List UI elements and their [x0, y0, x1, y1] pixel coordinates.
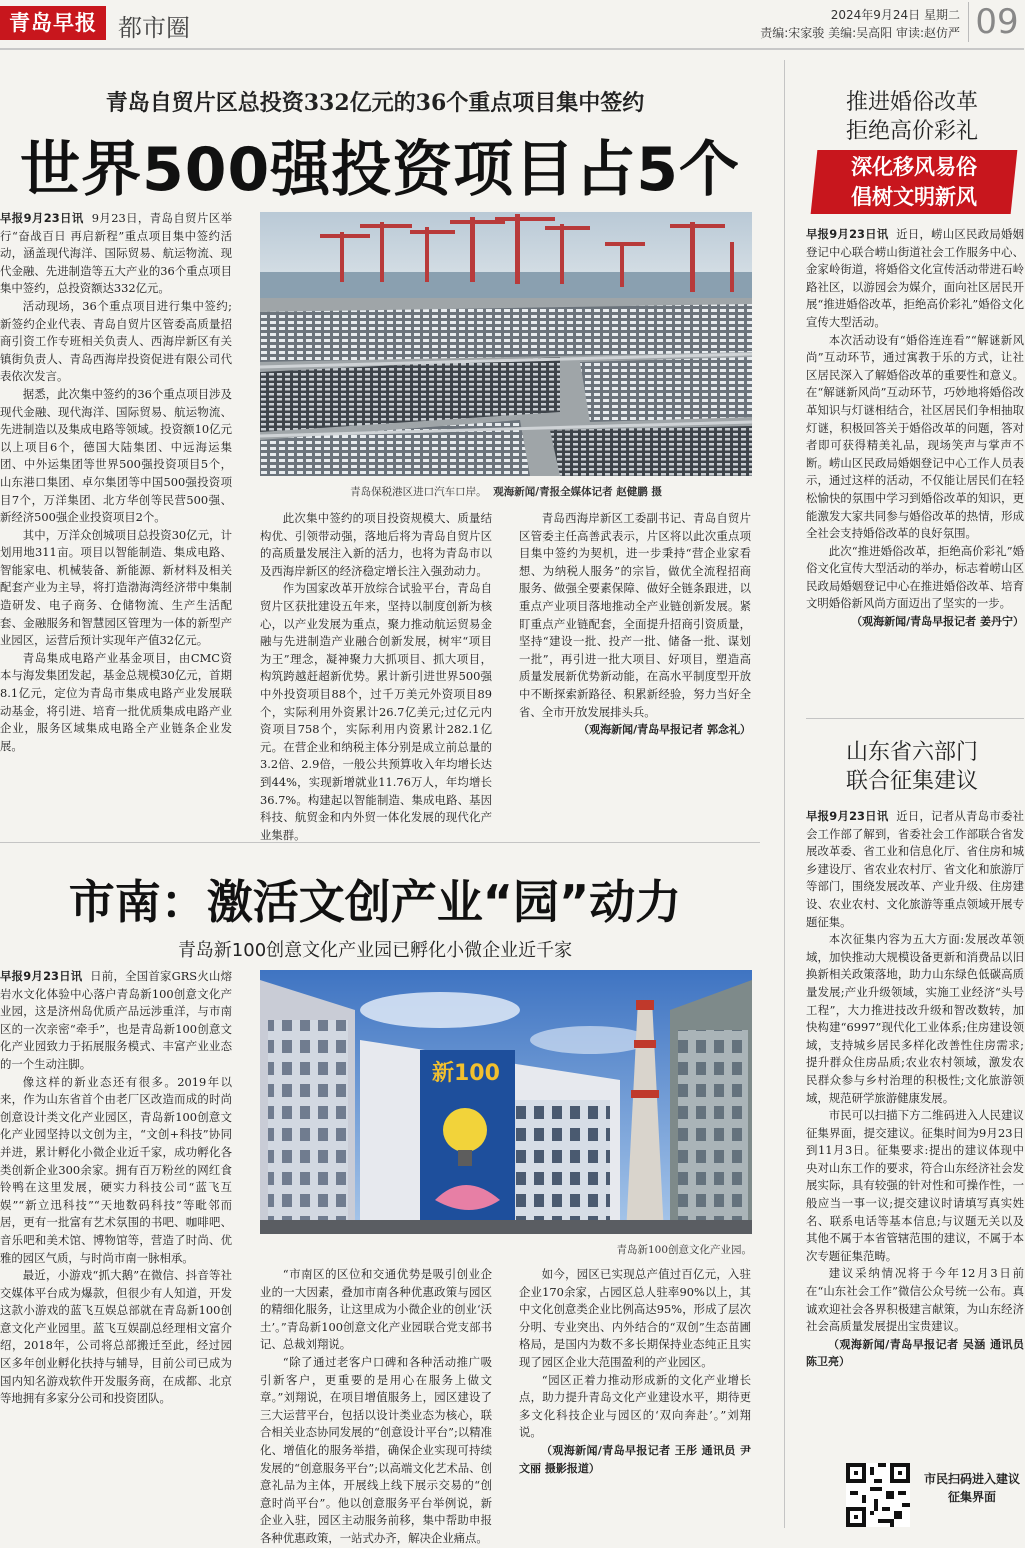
story1-para-5: 青岛集成电路产业基金项目，由CMC资本与海发集团发起，基金总规模30亿元，首期8.1亿元，定位为青岛市集成电路产业发展联动基金，将引进、培育一批优质集成电路产业企业，服务区域集成电路全产业链条企业发展。 — [0, 650, 232, 753]
newspaper-logo: 青岛早报 — [0, 6, 106, 40]
side2-para-1: 近日，记者从青岛市委社会工作部了解到，省委社会工作部联合省发展改革委、省工业和信息化厅、省住房和城乡建设厅、省农业农村厅、省文化和旅游厅等部门，围绕发展改革、产业升级、住房建设、农业农村、文化旅游等重点领域开展专题征集。 — [806, 809, 1024, 929]
story2-para-1: 日前，全国首家GRS火山熔岩水文化体验中心落户青岛新100创意文化产业园，这是济州岛优质产品远涉重洋，与市南区的一次亲密“牵手”，也是青岛新100创意文化产业园致力于拓展服务模式、丰富产业业态的一个生动注脚。 — [0, 969, 232, 1071]
story2-para-5: “除了通过老客户口碑和各种活动推广吸引新客户，更重要的是用心在服务上做文章。”刘翔说，在项目增值服务上，园区建设了三大运营平台，包括以设计类业态为核心，联合相关业态协同发展的“创意设计平台”;以精准化、增值化的服务举措，确保企业实现可持续发展的“创意服务平台”;以高端文化艺术品、创意礼品为主体，开展线上线下展示交易的“创意时尚平台”。他以创意服务平台举例说，新企业入驻，园区主动服务前移，集中帮助申报各种优惠政策，一站式办齐，解决企业痛点。 — [260, 1354, 492, 1545]
story1-para-1: 9月23日，青岛自贸片区举行“奋战百日 再启新程”重点项目集中签约活动，涵盖现代海洋、国际贸易、航运物流、现代金融、先进制造等五大产业的36个重点项目集中签约，总投资额达332亿元。 — [0, 211, 232, 296]
port-photo — [260, 212, 752, 476]
side2-body — [806, 808, 1024, 1456]
story1-column-2 — [260, 510, 492, 842]
story1-signature: （观海新闻/青岛早报记者 郭念礼） — [578, 723, 751, 737]
side1-signature: （观海新闻/青岛早报记者 姜丹宁） — [851, 615, 1024, 629]
section-name: 都市圈 — [118, 14, 190, 42]
side1-banner — [814, 150, 1014, 216]
qr-code[interactable] — [846, 1463, 910, 1527]
page-number: 09 — [968, 2, 1025, 42]
story1-kicker: 青岛自贸片区总投资332亿元的36个重点项目集中签约 — [105, 90, 645, 116]
story1-para-3: 据悉，此次集中签约的36个重点项目涉及现代金融、现代海洋、国际贸易、航运物流、先进制造以及集成电路等领域。投资额10亿元以上项目6个，德国大陆集团、中远海运集团、中外运集团等世界500强投资项目5个，山东港口集团、卓尔集团等中国500强投资项目7个，万洋集团、北方华创等民营500强、新经济500强企业投资项目2个。 — [0, 386, 232, 525]
side1-para-1: 近日，崂山区民政局婚姻登记中心联合崂山街道社会工作服务中心、金家岭街道，将婚俗文化宣传活动带进石岭路社区，以游园会为媒介，面向社区居民开展“推进婚俗改革，拒绝高价彩礼”婚俗文化宣传大型活动。 — [806, 227, 1024, 329]
story2-column-1 — [0, 968, 232, 1528]
side1-body — [806, 226, 1024, 706]
side1-para-2: 本次活动设有“婚俗连连看”“解谜新风尚”互动环节，通过寓教于乐的方式，让社区居民深入了解婚俗改革的重要性和意义。在“解谜新风尚”互动环节，巧妙地将婚俗改革知识与灯谜相结合，社区居民们争相抽取灯谜，积极回答关于婚俗改革的问题，答对者即可获得精美礼品，现场笑声与掌声不断。崂山区民政局婚姻登记中心工作人员表示，通过这样的活动，不仅能让居民们在轻松愉快的氛围中学习到婚俗改革的知识，更能激发大家共同参与婚俗改革的热情，形成全社会支持婚俗改革的良好氛围。 — [806, 332, 1024, 541]
story2-dateline: 早报9月23日讯 — [0, 969, 83, 983]
port-photo-caption — [260, 484, 752, 499]
story1-para-8: 青岛西海岸新区工委副书记、青岛自贸片区管委主任高善武表示，片区将以此次重点项目集中签约为契机，进一步秉持“营企业家看想、为纳税人服务”的宗旨，做优全流程招商服务、做强全要素保障、做好全链条跟进，以重点产业项目落地推动全产业链创新发展。紧盯重点产业链配套，全面提升招商引资质量，坚持“建设一批、投产一批、储备一批、谋划一批”，再引进一批大项目、好项目，塑造高质量发展新优势新动能，在高水平制度型开放中不断探索新路径、积累新经验，努力当好全省、全市开放发展排头兵。 — [519, 511, 751, 719]
park-sign: 新100 — [432, 1061, 500, 1086]
story2-para-3: 最近，小游戏“抓大鹅”在微信、抖音等社交媒体平台成为爆款，但很少有人知道，开发这款小游戏的蓝飞互娱总部就在青岛新100创意文化产业园里。蓝飞互娱副总经理相文富介绍，2018年，公司将总部搬迁至此，经过园区多年创业孵化扶持与辅导，目前公司已成为国内知名游戏软件开发服务商，在成都、北京等地拥有多家分公司和投资团队。 — [0, 1268, 232, 1406]
side2-dateline: 早报9月23日讯 — [806, 809, 889, 823]
column-divider — [784, 60, 785, 1528]
side2-para-4: 建议采纳情况将于今年12月3日前在“山东社会工作”微信公众号统一公布。真诚欢迎社会各界积极建言献策，为山东经济社会高质量发展提出宝贵建议。 — [806, 1266, 1024, 1334]
story2-headline: 市南：激活文创产业“园”动力 — [68, 875, 682, 929]
side1-headline — [800, 88, 1024, 146]
side1-headline-line-1: 推进婚俗改革 — [845, 90, 978, 115]
side2-headline-line-2: 联合征集建议 — [845, 769, 978, 794]
story1-para-6: 此次集中签约的项目投资规模大、质量结构优、引领带动强，落地后将为青岛自贸片区的高质量发展注入新的活力，也将为青岛市以及西海岸新区的经济稳定增长注入强劲动力。 — [260, 511, 492, 578]
side2-para-3: 市民可以扫描下方二维码进入人民建议征集界面，提交建议。征集时间为9月23日到11月3日。征集要求:提出的建议体现中央对山东工作的要求，符合山东经济社会发展实际，具有较强的针对性和可操作性，一般应当一事一议;提交建议时请填写真实姓名、联系电话等基本信息;与议题无关以及其他不属于本省管辖范围的建议，不属于本次专题征集范畴。 — [806, 1108, 1024, 1263]
story1-dateline: 早报9月23日讯 — [0, 211, 84, 225]
story2-para-7: “园区正着力推动形成新的文化产业增长点，助力提升青岛文化产业建设水平，期待更多文化科技企业与园区的‘双向奔赴’。”刘翔说。 — [519, 1372, 751, 1440]
park-photo-caption: 青岛新100创意文化产业园。 — [616, 1244, 752, 1256]
park-photo — [260, 970, 752, 1234]
side1-banner-line-2: 倡树文明新风 — [851, 185, 977, 209]
story2-column-3 — [519, 1266, 751, 1528]
story2-signature: （观海新闻/青岛早报记者 王彤 通讯员 尹文丽 摄影报道） — [519, 1443, 751, 1475]
side2-headline-line-1: 山东省六部门 — [845, 740, 978, 765]
story1-column-3 — [519, 510, 751, 828]
story2-column-2 — [260, 1266, 492, 1545]
port-caption-text: 青岛保税港区进口汽车口岸。 — [350, 486, 487, 498]
side1-headline-line-2: 拒绝高价彩礼 — [845, 119, 978, 144]
side1-banner-line-1: 深化移风易俗 — [851, 155, 977, 179]
side2-para-2: 本次征集内容为五大方面:发展改革领域，加快推动大规模设备更新和消费品以旧换新相关政策落地，助力山东绿色低碳高质量发展;产业升级领域，实施工业经济“头号工程”，大力推进技改升级和智改数转，加快构建“6997”现代化工业体系;住房建设领域，支持城乡居民多样化改善性住房需求;提升群众住房品质;农业农村领域，激发农民群众参与乡村治理的积极性;文化旅游领域，规范研学旅游健康发展。 — [806, 932, 1024, 1105]
side2-signature: （观海新闻/青岛早报记者 吴涵 通讯员 陈卫亮） — [806, 1337, 1024, 1369]
story1-column-1 — [0, 210, 232, 828]
story2-para-4: “市南区的区位和交通优势是吸引创业企业的一大因素，叠加市南各种优惠政策与园区的精细化服务，让这里成为小微企业的创业‘沃土’。”青岛新100创意文化产业园联合党支部书记、总裁刘翔说。 — [260, 1267, 492, 1352]
qr-caption: 市民扫码进入建议征集界面 — [923, 1472, 1020, 1504]
story1-para-2: 活动现场，36个重点项目进行集中签约;新签约企业代表、青岛自贸片区管委高质量招商引资工作专班相关负责人、西海岸新区有关镇街负责人、青岛西海岸投资促进有限公司代表依次发言。 — [0, 298, 232, 384]
story2-para-2: 像这样的新业态还有很多。2019年以来，作为山东省首个由老厂区改造而成的时尚创意设计类文化产业园区，青岛新100创意文化产业园坚持以文创为主，“文创+科技”协同并进，累计孵化小微企业近千家，成功孵化各类创新企业300余家。拥有百万粉丝的网红食铃鸭在这里发展，硬实力科技公司“蓝飞互娱”“新立迅科技”“天地数码科技”等毗邻而居，更有一批富有艺术氛围的书吧、咖啡吧、音乐吧和美术馆、博物馆等，营造了时尚、优雅的园区气质，与时尚市南一脉相承。 — [0, 1074, 232, 1265]
port-photo-credit: 观海新闻/青报全媒体记者 赵健鹏 摄 — [493, 486, 662, 498]
side2-headline — [800, 738, 1024, 796]
story1-para-4: 其中，万洋众创城项目总投资30亿元，计划用地311亩。项目以智能制造、集成电路、智能家电、机械装备、新能源、新材料及相关配套产业为主导，将打造渤海湾经济带中集制造研发、电子商务、仓储物流、生产生活配套、金融服务和智慧园区管理为一体的新型产业园区，运营后预计实现年产值32亿元。 — [0, 527, 232, 648]
story1-headline: 世界500强投资项目占5个 — [20, 135, 740, 205]
story2-subhead: 青岛新100创意文化产业园已孵化小微企业近千家 — [177, 940, 573, 961]
side1-para-3: 此次“推进婚俗改革，拒绝高价彩礼”婚俗文化宣传大型活动的举办，标志着崂山区民政局婚姻登记中心在推进婚俗改革、培育文明婚俗新风尚方面迈出了坚实的一步。 — [806, 543, 1024, 611]
side1-dateline: 早报9月23日讯 — [806, 227, 889, 241]
side-divider — [806, 718, 1024, 719]
editor-credits: 责编:宋家骏 美编:吴高阳 审读:赵仿严 — [760, 26, 960, 40]
story2-para-6: 如今，园区已实现总产值过百亿元，入驻企业170余家，占园区总人驻率90%以上，其中文化创意类企业比例高达95%，形成了层次分明、专业突出、内外结合的“双创”生态苗圃格局，是国内为数不多长期保持业态纯正且实现了园区企业大范围盈利的产业园区。 — [519, 1267, 751, 1369]
story-divider — [0, 842, 760, 843]
story1-para-7: 作为国家改革开放综合试验平台，青岛自贸片区获批建设五年来，坚持以制度创新为核心，以产业发展为重点，聚力推动航运贸易金融与先进制造产业融合创新发展，树牢“项目为王”理念，凝神聚力大抓项目、抓大项目，构筑跨越赶超新优势。累计新引进世界500强中外投资项目88个，过千万美元外资项目89个，实际利用外资累计26.7亿美元;过亿元内资项目758个，实际利用内资累计282.1亿元。在营企业和纳税主体分别是成立前总量的3.2倍、2.9倍，一般公共预算收入年均增长达到44%，实现新增就业11.76万人，年均增长36.7%。构建起以智能制造、集成电路、基因科技、航贸金和内外贸一体化发展的现代化产业集群。 — [260, 581, 492, 842]
issue-date: 2024年9月24日 星期二 — [830, 8, 960, 22]
